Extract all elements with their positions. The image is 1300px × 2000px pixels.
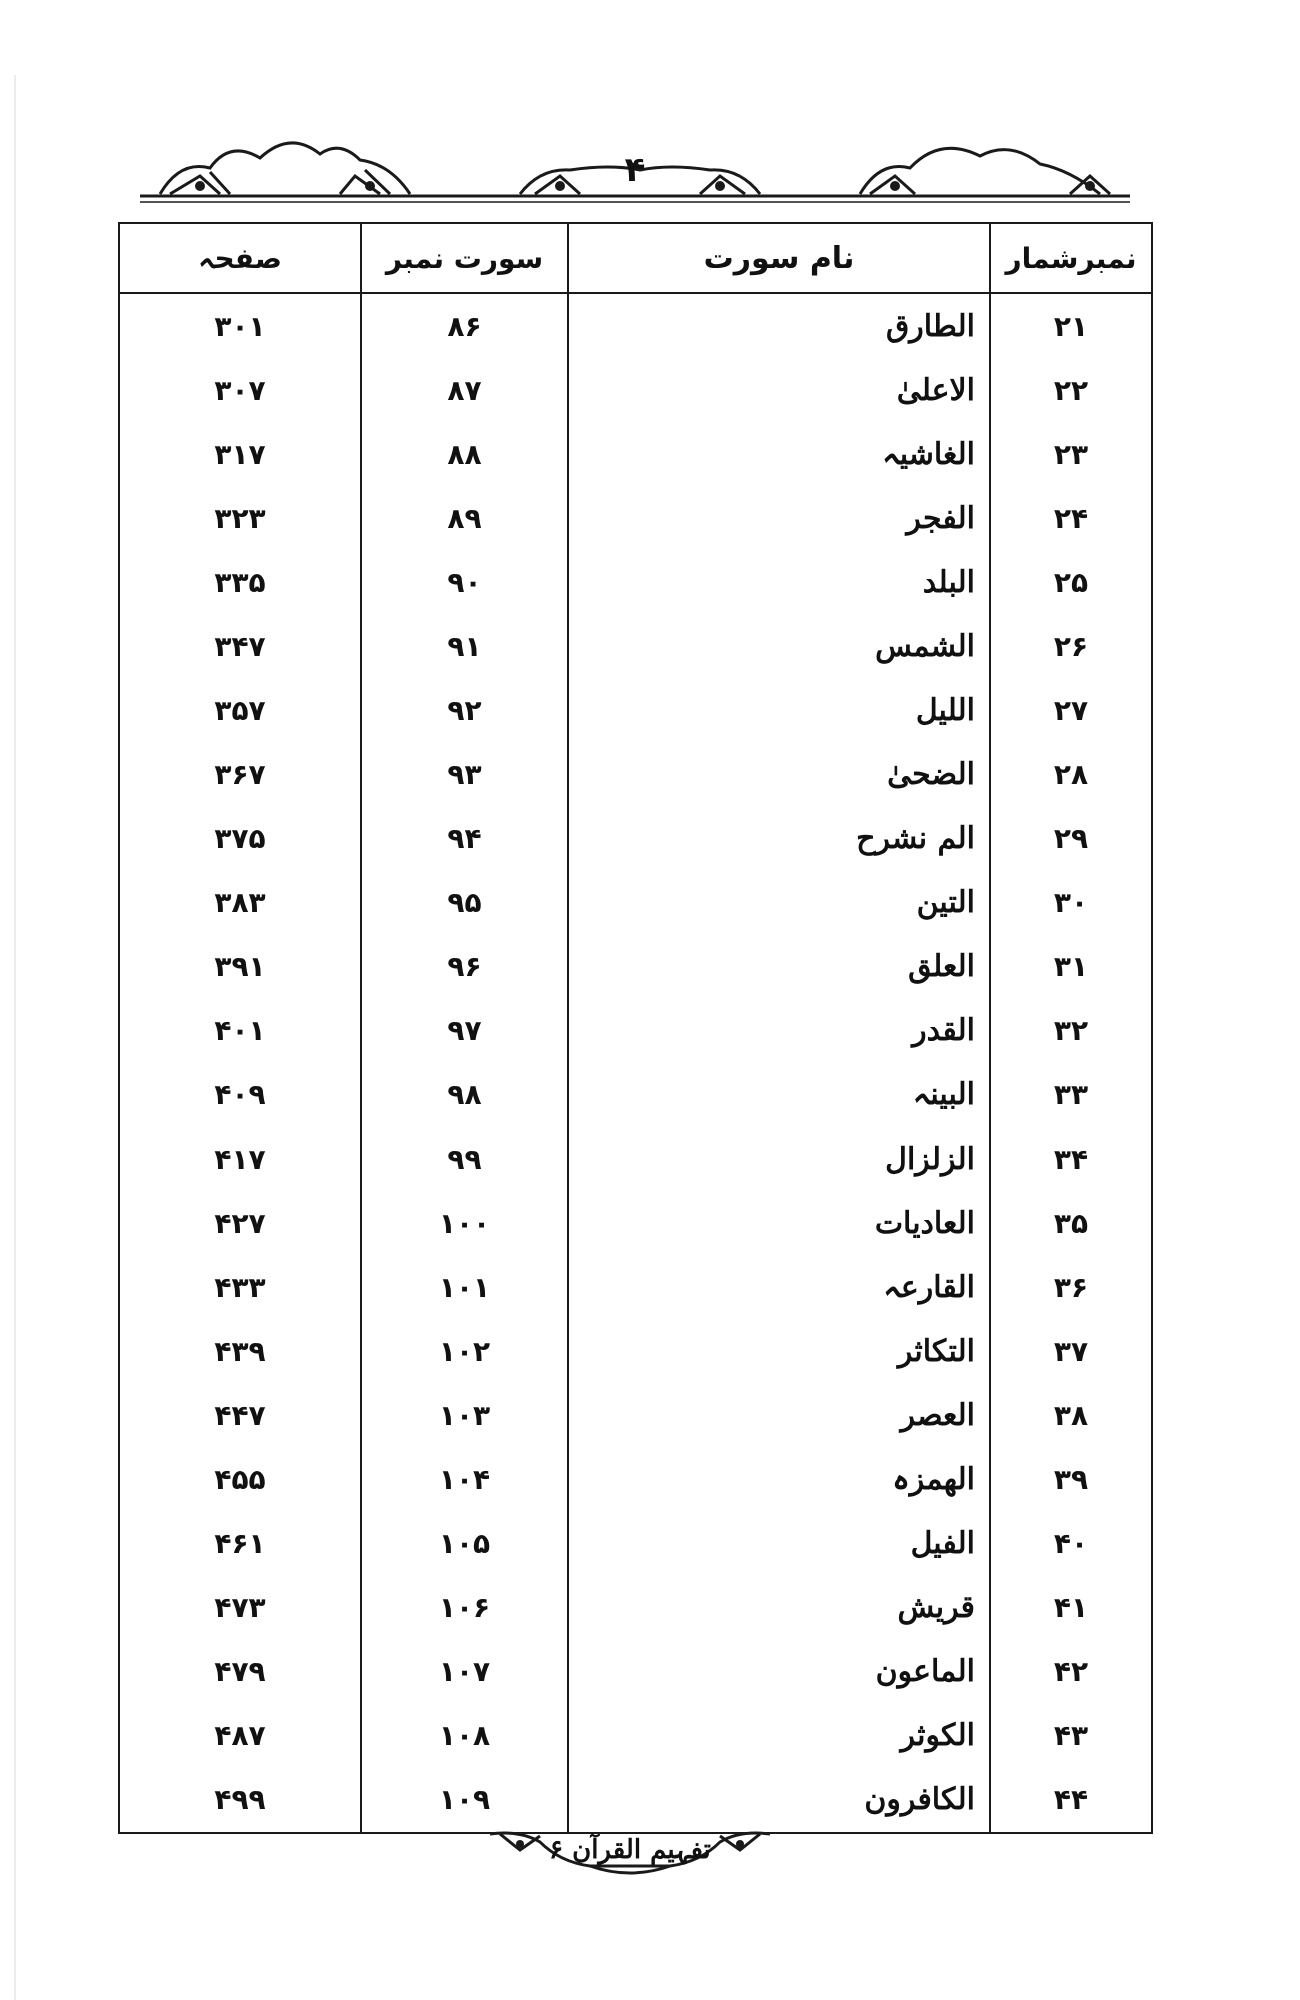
row-surah-name: قریش bbox=[568, 1576, 990, 1640]
table-row bbox=[119, 550, 1152, 614]
row-surah-name: الغاشیہ bbox=[568, 422, 990, 486]
row-surah-name: الماعون bbox=[568, 1640, 990, 1704]
row-page: ۳۹۱ bbox=[119, 935, 361, 999]
row-surah-name: الفیل bbox=[568, 1512, 990, 1576]
row-serial: ۳۳ bbox=[990, 1063, 1152, 1127]
row-page: ۳۴۷ bbox=[119, 614, 361, 678]
header-page: صفحہ bbox=[119, 223, 361, 293]
table-row bbox=[119, 999, 1152, 1063]
row-surah-number: ۱۰۳ bbox=[361, 1383, 568, 1447]
row-surah-number: ۹۰ bbox=[361, 550, 568, 614]
row-serial: ۳۱ bbox=[990, 935, 1152, 999]
row-surah-number: ۱۰۹ bbox=[361, 1768, 568, 1833]
surah-index-table bbox=[118, 222, 1153, 1834]
row-surah-name: القارعہ bbox=[568, 1255, 990, 1319]
row-serial: ۴۰ bbox=[990, 1512, 1152, 1576]
page-number: ۴ bbox=[624, 150, 646, 190]
row-serial: ۳۰ bbox=[990, 871, 1152, 935]
table-row bbox=[119, 743, 1152, 807]
row-surah-name: العادیات bbox=[568, 1191, 990, 1255]
row-surah-name: البلد bbox=[568, 550, 990, 614]
row-surah-number: ۹۹ bbox=[361, 1127, 568, 1191]
page-edge bbox=[14, 75, 16, 2000]
row-surah-number: ۱۰۲ bbox=[361, 1319, 568, 1383]
row-surah-number: ۹۸ bbox=[361, 1063, 568, 1127]
row-page: ۴۱۷ bbox=[119, 1127, 361, 1191]
row-page: ۴۶۱ bbox=[119, 1512, 361, 1576]
table-row bbox=[119, 358, 1152, 422]
row-surah-number: ۱۰۸ bbox=[361, 1704, 568, 1768]
row-surah-number: ۸۸ bbox=[361, 422, 568, 486]
row-surah-name: التین bbox=[568, 871, 990, 935]
row-serial: ۳۷ bbox=[990, 1319, 1152, 1383]
row-surah-number: ۱۰۶ bbox=[361, 1576, 568, 1640]
row-surah-number: ۱۰۷ bbox=[361, 1640, 568, 1704]
row-surah-name: الاعلیٰ bbox=[568, 358, 990, 422]
row-page: ۴۲۷ bbox=[119, 1191, 361, 1255]
row-page: ۴۵۵ bbox=[119, 1447, 361, 1511]
row-page: ۳۲۳ bbox=[119, 486, 361, 550]
row-page: ۳۱۷ bbox=[119, 422, 361, 486]
row-page: ۳۸۳ bbox=[119, 871, 361, 935]
row-surah-number: ۹۷ bbox=[361, 999, 568, 1063]
row-serial: ۴۲ bbox=[990, 1640, 1152, 1704]
header-surah-number: سورت نمبر bbox=[361, 223, 568, 293]
row-surah-number: ۱۰۱ bbox=[361, 1255, 568, 1319]
row-surah-number: ۹۳ bbox=[361, 743, 568, 807]
row-page: ۴۸۷ bbox=[119, 1704, 361, 1768]
row-surah-name: الکافرون bbox=[568, 1768, 990, 1833]
table-row bbox=[119, 807, 1152, 871]
row-serial: ۲۳ bbox=[990, 422, 1152, 486]
row-surah-name: العلق bbox=[568, 935, 990, 999]
row-surah-name: الفجر bbox=[568, 486, 990, 550]
row-serial: ۲۵ bbox=[990, 550, 1152, 614]
row-surah-number: ۸۹ bbox=[361, 486, 568, 550]
row-serial: ۳۴ bbox=[990, 1127, 1152, 1191]
row-surah-number: ۹۴ bbox=[361, 807, 568, 871]
table-row bbox=[119, 1319, 1152, 1383]
row-page: ۳۷۵ bbox=[119, 807, 361, 871]
row-surah-number: ۸۶ bbox=[361, 293, 568, 358]
table-row bbox=[119, 1255, 1152, 1319]
row-surah-name: الشمس bbox=[568, 614, 990, 678]
row-surah-name: الکوثر bbox=[568, 1704, 990, 1768]
table-header bbox=[119, 223, 1152, 293]
header-surah-name: نام سورت bbox=[568, 223, 990, 293]
table-row bbox=[119, 1383, 1152, 1447]
row-serial: ۲۴ bbox=[990, 486, 1152, 550]
row-surah-number: ۹۲ bbox=[361, 678, 568, 742]
table-row bbox=[119, 1576, 1152, 1640]
header-row bbox=[119, 223, 1152, 293]
table-row bbox=[119, 1191, 1152, 1255]
row-surah-number: ۹۵ bbox=[361, 871, 568, 935]
row-serial: ۳۵ bbox=[990, 1191, 1152, 1255]
table-row bbox=[119, 1704, 1152, 1768]
row-page: ۳۰۱ bbox=[119, 293, 361, 358]
table-row bbox=[119, 1127, 1152, 1191]
table-row bbox=[119, 1447, 1152, 1511]
table-row bbox=[119, 1512, 1152, 1576]
table-row bbox=[119, 614, 1152, 678]
row-page: ۴۰۹ bbox=[119, 1063, 361, 1127]
row-page: ۳۰۷ bbox=[119, 358, 361, 422]
table-row bbox=[119, 1063, 1152, 1127]
row-surah-name: التکاثر bbox=[568, 1319, 990, 1383]
footer-book-title: تفہیم القرآن ۶ bbox=[549, 1835, 711, 1865]
table-row bbox=[119, 422, 1152, 486]
row-surah-name: الم نشرح bbox=[568, 807, 990, 871]
row-serial: ۲۶ bbox=[990, 614, 1152, 678]
row-serial: ۳۶ bbox=[990, 1255, 1152, 1319]
row-surah-name: الضحیٰ bbox=[568, 743, 990, 807]
row-surah-name: البینہ bbox=[568, 1063, 990, 1127]
row-surah-name: العصر bbox=[568, 1383, 990, 1447]
row-page: ۳۵۷ bbox=[119, 678, 361, 742]
row-surah-number: ۹۱ bbox=[361, 614, 568, 678]
row-serial: ۴۳ bbox=[990, 1704, 1152, 1768]
row-serial: ۲۷ bbox=[990, 678, 1152, 742]
table-row bbox=[119, 486, 1152, 550]
row-surah-number: ۱۰۴ bbox=[361, 1447, 568, 1511]
row-page: ۴۰۱ bbox=[119, 999, 361, 1063]
row-page: ۴۳۳ bbox=[119, 1255, 361, 1319]
table-row bbox=[119, 935, 1152, 999]
row-surah-name: الزلزال bbox=[568, 1127, 990, 1191]
row-serial: ۴۱ bbox=[990, 1576, 1152, 1640]
row-surah-name: اللیل bbox=[568, 678, 990, 742]
row-surah-number: ۹۶ bbox=[361, 935, 568, 999]
row-page: ۴۹۹ bbox=[119, 1768, 361, 1833]
table-row bbox=[119, 1640, 1152, 1704]
row-serial: ۳۹ bbox=[990, 1447, 1152, 1511]
header-serial: نمبرشمار bbox=[990, 223, 1152, 293]
row-page: ۳۳۵ bbox=[119, 550, 361, 614]
row-serial: ۲۲ bbox=[990, 358, 1152, 422]
row-surah-number: ۱۰۰ bbox=[361, 1191, 568, 1255]
table-row bbox=[119, 871, 1152, 935]
table-row bbox=[119, 678, 1152, 742]
row-surah-name: الھمزہ bbox=[568, 1447, 990, 1511]
row-page: ۴۴۷ bbox=[119, 1383, 361, 1447]
row-serial: ۲۹ bbox=[990, 807, 1152, 871]
row-serial: ۴۴ bbox=[990, 1768, 1152, 1833]
row-surah-number: ۱۰۵ bbox=[361, 1512, 568, 1576]
row-page: ۳۶۷ bbox=[119, 743, 361, 807]
table-row bbox=[119, 293, 1152, 358]
row-page: ۴۳۹ bbox=[119, 1319, 361, 1383]
row-serial: ۳۸ bbox=[990, 1383, 1152, 1447]
row-surah-name: القدر bbox=[568, 999, 990, 1063]
row-page: ۴۷۹ bbox=[119, 1640, 361, 1704]
row-page: ۴۷۳ bbox=[119, 1576, 361, 1640]
row-serial: ۲۸ bbox=[990, 743, 1152, 807]
row-surah-name: الطارق bbox=[568, 293, 990, 358]
table-body bbox=[119, 293, 1152, 1833]
row-surah-number: ۸۷ bbox=[361, 358, 568, 422]
row-serial: ۲۱ bbox=[990, 293, 1152, 358]
row-serial: ۳۲ bbox=[990, 999, 1152, 1063]
